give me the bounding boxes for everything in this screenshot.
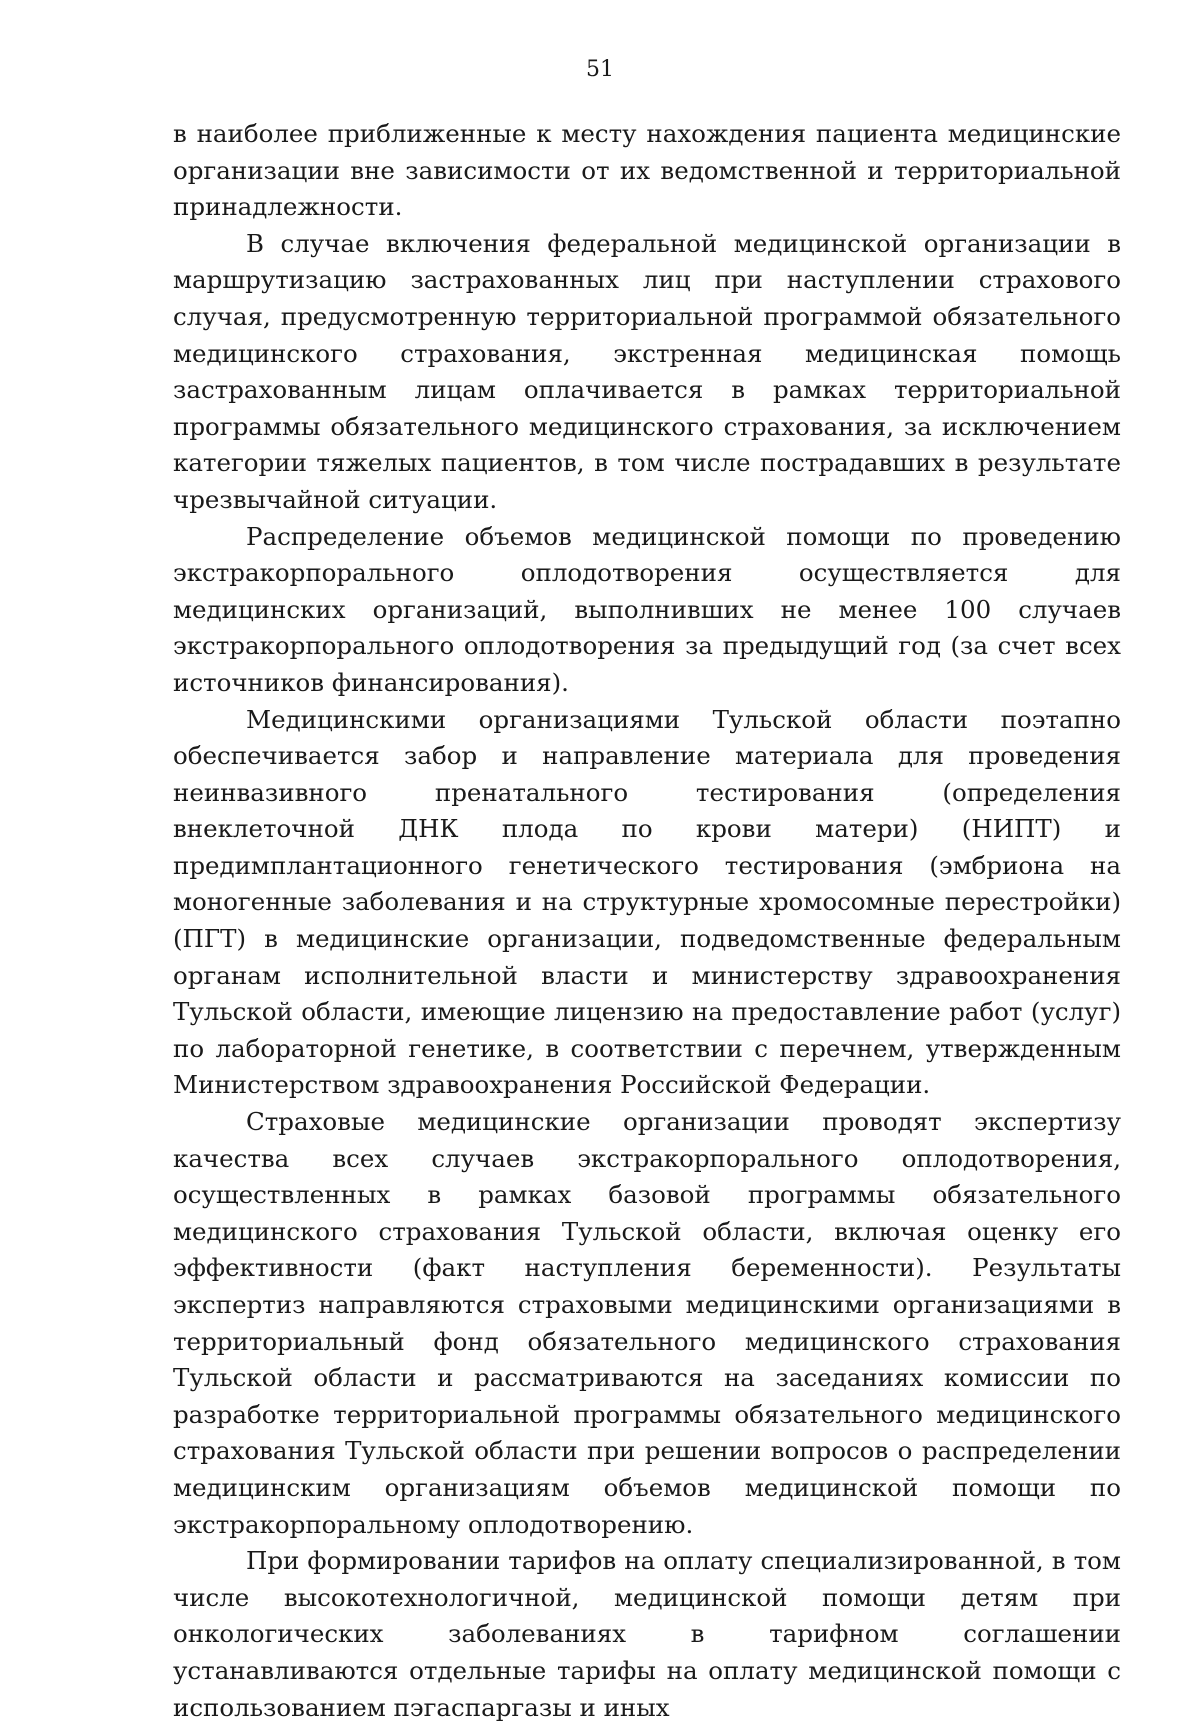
paragraph-continuation: в наиболее приближенные к месту нахождения пациента медицинские организации вне зависимости от их ведомственной и территориальной принадлежности. [173,119,1121,222]
paragraph-insurance-expertise: Страховые медицинские организации проводят экспертизу качества всех случаев экстракорпорального оплодотворения, осуществленных в рамках базовой программы обязательного медицинского страхования Тульской области, включая оценку его эффективности (факт наступления беременности). Результаты экспертиз направляются страховыми медицинскими организациями в территориальный фонд обязательного медицинского страхования Тульской области и рассматриваются на заседаниях комиссии по разработке территориальной программы обязательного медицинского страхования Тульской области при решении вопросов о распределении медицинским организациям объемов медицинской помощи по экстракорпоральному оплодотворению. [173,1107,1121,1539]
paragraph-prenatal-testing: Медицинскими организациями Тульской области поэтапно обеспечивается забор и направление материала для проведения неинвазивного пренатального тестирования (определения внеклеточной ДНК плода по крови матери) (НИПТ) и предимплантационного генетического тестирования (эмбриона на моногенные заболевания и на структурные хромосомные перестройки) (ПГТ) в медицинские организации, подведомственные федеральным органам исполнительной власти и министерству здравоохранения Тульской области, имеющие лицензию на предоставление работ (услуг) по лабораторной генетике, в соответствии с перечнем, утвержденным Министерством здравоохранения Российской Федерации. [173,704,1121,1100]
paragraph-federal-organization: В случае включения федеральной медицинской организации в маршрутизацию застрахованных лиц при наступлении страхового случая, предусмотренную территориальной программой обязательного медицинского страхования, экстренная медицинская помощь застрахованным лицам оплачивается в рамках территориальной программы обязательного медицинского страхования, за исключением категории тяжелых пациентов, в том числе пострадавших в результате чрезвычайной ситуации. [173,228,1121,514]
page-number: 51 [586,57,614,82]
paragraph-eco-distribution: Распределение объемов медицинской помощи по проведению экстракорпорального оплодотворения осуществляется для медицинских организаций, выполнивших не менее 100 случаев экстракорпорального оплодотворения за предыдущий год (за счет всех источников финансирования). [173,521,1121,697]
body-text [173,116,1121,1726]
paragraph-tariffs: При формировании тарифов на оплату специализированной, в том числе высокотехнологичной, медицинской помощи детям при онкологических заболеваниях в тарифном соглашении устанавливаются отдельные тарифы на оплату медицинской помощи с использованием пэгаспаргазы и иных [173,1546,1121,1722]
